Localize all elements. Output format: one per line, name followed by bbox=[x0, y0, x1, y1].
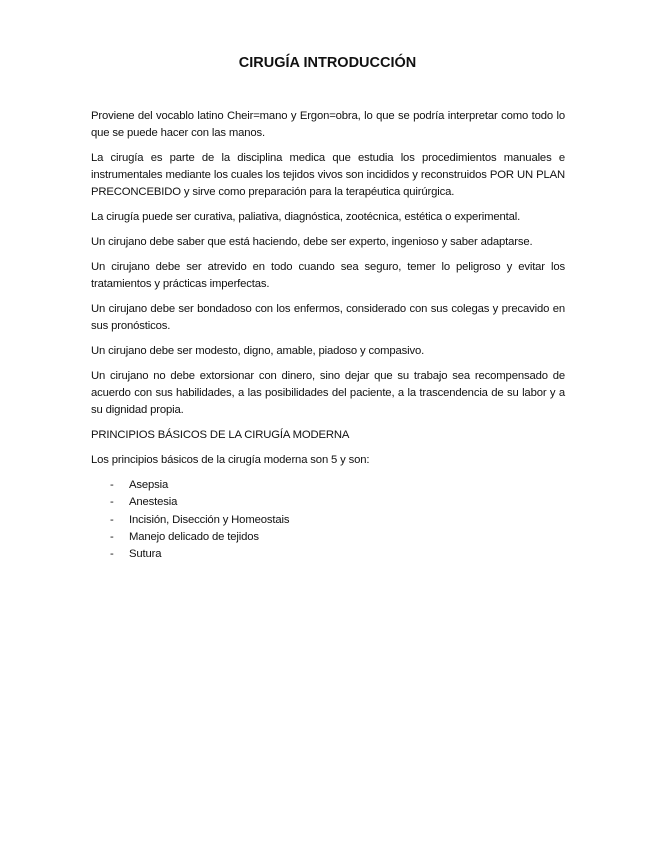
bullet-dash: - bbox=[110, 496, 114, 509]
paragraph-surgeon-ethics: Un cirujano no debe extorsionar con dinero, sino dejar que su trabajo sea recompensado de acuerdo con sus habilidades, a las posibilidades del paciente, a la trascendencia de su labor y a su dignidad propia. bbox=[91, 370, 565, 416]
principles-list bbox=[91, 477, 565, 563]
list-item-text: Sutura bbox=[129, 548, 162, 561]
bullet-dash: - bbox=[110, 513, 114, 526]
paragraph-surgeon-modesty: Un cirujano debe ser modesto, digno, amable, piadoso y compasivo. bbox=[91, 345, 425, 357]
list-item bbox=[91, 512, 565, 529]
bullet-dash: - bbox=[110, 530, 114, 543]
bullet-dash: - bbox=[110, 548, 114, 561]
paragraph-definition: La cirugía es parte de la disciplina medica que estudia los procedimientos manuales e instrumentales mediante los cuales los tejidos vivos son incididos y reconstruidos POR UN PLAN PRECONCEBIDO y sirve como preparación para la terapéutica quirúrgica. bbox=[91, 152, 565, 198]
bullet-dash: - bbox=[110, 479, 114, 491]
list-item bbox=[91, 494, 565, 511]
paragraph-types: La cirugía puede ser curativa, paliativa, diagnóstica, zootécnica, estética o experimental. bbox=[91, 211, 521, 223]
paragraph-surgeon-boldness: Un cirujano debe ser atrevido en todo cuando sea seguro, temer lo peligroso y evitar los tratamientos y prácticas imperfectas. bbox=[91, 261, 565, 290]
list-item bbox=[91, 546, 565, 563]
list-item-text: Asepsia bbox=[129, 479, 169, 491]
list-item-text: Manejo delicado de tejidos bbox=[129, 530, 259, 543]
section-intro: Los principios básicos de la cirugía moderna son 5 y son: bbox=[91, 454, 370, 466]
document-body bbox=[91, 108, 565, 563]
paragraph-origin: Proviene del vocablo latino Cheir=mano y Ergon=obra, lo que se podría interpretar como todo lo que se puede hacer con las manos. bbox=[91, 110, 565, 139]
paragraph-surgeon-knowledge: Un cirujano debe saber que está haciendo, debe ser experto, ingenioso y saber adaptarse. bbox=[91, 236, 533, 248]
document-title: CIRUGÍA INTRODUCCIÓN bbox=[238, 55, 417, 71]
section-heading: PRINCIPIOS BÁSICOS DE LA CIRUGÍA MODERNA bbox=[91, 429, 350, 441]
list-item-text: Anestesia bbox=[129, 496, 178, 509]
list-item-text: Incisión, Disección y Homeostais bbox=[129, 513, 290, 526]
paragraph-surgeon-kindness: Un cirujano debe ser bondadoso con los enfermos, considerado con sus colegas y precavido en sus pronósticos. bbox=[91, 303, 565, 332]
list-item bbox=[91, 529, 565, 546]
list-item bbox=[91, 477, 565, 494]
